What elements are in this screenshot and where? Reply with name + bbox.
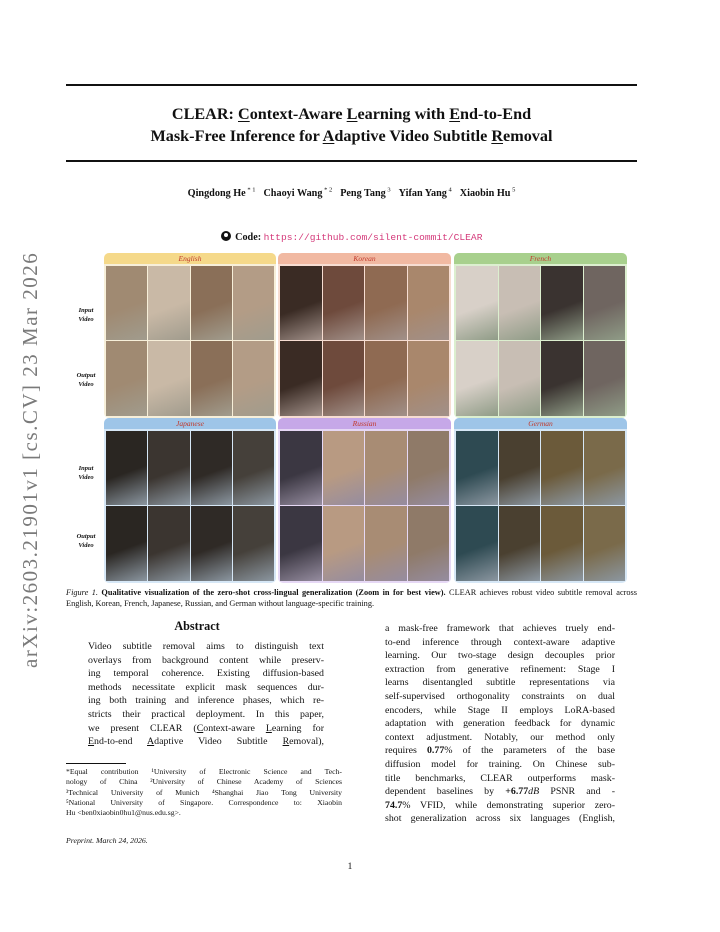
text-line: diffusion model for training. On Chinese sub- [385, 758, 615, 770]
output-frames [280, 341, 449, 416]
author [460, 188, 516, 199]
text-line: Video subtitle removal aims to distinguish text [88, 641, 324, 652]
video-frame-thumbnail [365, 266, 407, 340]
row-label-line: Output [76, 533, 96, 540]
video-frame-thumbnail [584, 506, 626, 581]
video-frame-thumbnail [233, 431, 274, 505]
output-frames [456, 506, 625, 581]
text-line: to-end inference through context-aware adaptive [385, 636, 615, 648]
video-frame-thumbnail [280, 266, 322, 340]
panel-language-banner: German [454, 418, 627, 429]
row-label-line: Video [78, 474, 94, 481]
input-frames [280, 266, 449, 340]
panel-language-banner: French [454, 253, 627, 264]
text-line: 74.7% VFID, while demonstrating superior zero- [385, 799, 615, 811]
video-frame-thumbnail [148, 431, 189, 505]
title-acronym-letter: R [491, 127, 504, 145]
output-frames [106, 506, 274, 581]
text-line: ⁵National University of Singapore. Correspondence to: Xiaobin [66, 797, 342, 807]
row-label-line: Video [78, 542, 94, 549]
footnote-rule [66, 763, 126, 764]
video-frame-thumbnail [106, 266, 147, 340]
text-line: overlays from background content while preserv- [88, 654, 324, 666]
video-frame-thumbnail [233, 266, 274, 340]
text-line: End-to-end Adaptive Video Subtitle Removal), [88, 736, 324, 748]
author-affiliation-mark: * 1 [245, 187, 256, 194]
title-text: daptive Video Subtitle [334, 127, 492, 145]
paper-title [66, 103, 637, 147]
video-frame-thumbnail [408, 506, 450, 581]
text-line: learns disentangled subtitle representations via [385, 677, 615, 689]
code-url-link[interactable]: https://github.com/silent-commit/CLEAR [263, 232, 483, 243]
output-video-row-label [66, 371, 106, 389]
text-line: encoders, while Stage II employs LoRA-based [385, 704, 615, 716]
text-line: ing temporal coherence. Existing diffusion-based [88, 668, 324, 680]
author [340, 188, 390, 199]
row-label-line: Input [78, 307, 94, 314]
github-icon [221, 231, 231, 241]
video-frame-thumbnail [584, 266, 626, 340]
title-line-1 [66, 103, 637, 125]
text-line: learning. Our two-stage design decouples prior [385, 650, 615, 662]
video-frame-thumbnail [280, 506, 322, 581]
text-line: extraction from generative refinement: Stage I [385, 663, 615, 675]
video-frame-thumbnail [541, 266, 583, 340]
video-frame-thumbnail [499, 431, 541, 505]
video-frame-thumbnail [456, 266, 498, 340]
video-frame-thumbnail [365, 341, 407, 416]
video-frame-thumbnail [499, 506, 541, 581]
caption-text: CLEAR achieves robust video subtitle removal across English, Korean, French, Japanese, Russian, and German without language-specific training. [66, 588, 637, 608]
author-affiliation-mark: 3 [385, 187, 391, 194]
video-frame-thumbnail [280, 431, 322, 505]
title-text: Mask-Free Inference for [150, 127, 323, 145]
video-frame-thumbnail [148, 341, 189, 416]
figure-panel-german [454, 418, 627, 583]
preprint-note: Preprint. March 24, 2026. [66, 836, 148, 845]
text-line: nology of China ²University of Chinese Academy of Sciences [66, 777, 342, 787]
input-frames [280, 431, 449, 505]
page-number: 1 [347, 861, 353, 872]
output-frames [456, 341, 625, 416]
author-name: Xiaobin Hu [459, 188, 511, 200]
abstract-heading: Abstract [174, 619, 220, 633]
figure-panel-russian [278, 418, 451, 583]
input-video-row-label [66, 464, 106, 482]
author-name: Yifan Yang [398, 188, 447, 200]
text-line: methods necessitate explicit mask sequences dur- [88, 681, 324, 693]
video-frame-thumbnail [323, 431, 365, 505]
video-frame-thumbnail [408, 341, 450, 416]
figure-panel-english [104, 253, 276, 418]
title-text: earning with [357, 105, 450, 123]
title-text: nd-to-End [460, 105, 532, 123]
video-frame-thumbnail [365, 431, 407, 505]
video-frame-thumbnail [106, 506, 147, 581]
caption-label: Figure 1. [66, 588, 98, 597]
author [263, 188, 332, 199]
author-affiliation-mark: 5 [510, 187, 516, 194]
top-rule [66, 84, 637, 86]
code-link-line [66, 231, 637, 243]
author-name: Chaoyi Wang [263, 188, 323, 200]
video-frame-thumbnail [499, 341, 541, 416]
author [399, 188, 452, 199]
video-frame-thumbnail [233, 506, 274, 581]
text-line: requires 0.77% of the parameters of the base [385, 745, 615, 757]
video-frame-thumbnail [584, 431, 626, 505]
video-frame-thumbnail [191, 506, 232, 581]
figure-panel-korean [278, 253, 451, 418]
caption-bold: Qualitative visualization of the zero-shot cross-lingual generalization (Zoom in for best view). [101, 588, 446, 597]
video-frame-thumbnail [584, 341, 626, 416]
text-line: title benchmarks, CLEAR outperforms mask- [385, 772, 615, 784]
video-frame-thumbnail [106, 431, 147, 505]
video-frame-thumbnail [323, 506, 365, 581]
author-affiliation-mark: * 2 [322, 187, 333, 194]
video-frame-thumbnail [499, 266, 541, 340]
video-frame-thumbnail [106, 341, 147, 416]
video-frame-thumbnail [323, 266, 365, 340]
author-list [66, 187, 637, 199]
video-frame-thumbnail [541, 341, 583, 416]
title-acronym-letter: C [238, 105, 250, 123]
output-frames [280, 506, 449, 581]
author [188, 188, 256, 199]
figure-panel-japanese [104, 418, 276, 583]
text-line: ³Technical University of Munich ⁴Shanghai Jiao Tong University [66, 787, 342, 797]
text-line: context adjustment. Notably, our method only [385, 731, 615, 743]
figure-caption [66, 587, 637, 609]
row-label-line: Output [76, 372, 96, 379]
row-label-line: Video [78, 316, 94, 323]
video-frame-thumbnail [323, 341, 365, 416]
row-label-line: Video [78, 381, 94, 388]
abstract-column-2 [385, 622, 615, 826]
title-acronym-letter: E [449, 105, 461, 123]
text-line: adaptation with generation feedback for dynamic [385, 718, 615, 730]
panel-language-banner: Japanese [104, 418, 276, 429]
title-bottom-rule [66, 160, 637, 162]
text-line: self-supervised orthogonality constraints on dual [385, 690, 615, 702]
input-frames [106, 431, 274, 505]
panel-language-banner: English [104, 253, 276, 264]
video-frame-thumbnail [148, 266, 189, 340]
video-frame-thumbnail [148, 506, 189, 581]
text-line: dependent baselines by +6.77dB PSNR and - [385, 786, 615, 798]
input-frames [106, 266, 274, 340]
video-frame-thumbnail [456, 506, 498, 581]
arxiv-stamp: arXiv:2603.21901v1 [cs.CV] 23 Mar 2026 [18, 251, 42, 668]
text-line: stricts their practical deployment. In this paper, [88, 708, 324, 720]
video-frame-thumbnail [541, 431, 583, 505]
video-frame-thumbnail [456, 431, 498, 505]
abstract-column-1 [88, 640, 324, 749]
text-line: we present CLEAR (Context-aware Learning for [88, 722, 324, 734]
video-frame-thumbnail [191, 431, 232, 505]
panel-language-banner: Korean [278, 253, 451, 264]
text-line: Hu <ben0xiaobin0hu1@nus.edu.sg>. [66, 808, 181, 818]
output-video-row-label [66, 532, 106, 550]
input-frames [456, 431, 625, 505]
author-name: Qingdong He [187, 188, 246, 200]
row-label-line: Input [78, 465, 94, 472]
input-video-row-label [66, 306, 106, 324]
video-frame-thumbnail [408, 266, 450, 340]
code-label: Code: [235, 232, 262, 243]
figure-panel-french [454, 253, 627, 418]
video-frame-thumbnail [191, 266, 232, 340]
video-frame-thumbnail [408, 431, 450, 505]
footnote [66, 767, 342, 818]
video-frame-thumbnail [280, 341, 322, 416]
video-frame-thumbnail [456, 341, 498, 416]
title-acronym-letter: L [346, 105, 358, 123]
panel-language-banner: Russian [278, 418, 451, 429]
input-frames [456, 266, 625, 340]
output-frames [106, 341, 274, 416]
title-text: ontext-Aware [249, 105, 347, 123]
title-text: CLEAR: [171, 105, 238, 123]
author-affiliation-mark: 4 [446, 187, 452, 194]
text-line: *Equal contribution ¹University of Electronic Science and Tech- [66, 767, 342, 776]
title-acronym-letter: A [322, 127, 335, 145]
video-frame-thumbnail [541, 506, 583, 581]
title-text: emoval [503, 127, 553, 145]
video-frame-thumbnail [233, 341, 274, 416]
title-line-2 [66, 125, 637, 147]
text-line: ing both training and inference phases, which re- [88, 695, 324, 707]
author-name: Peng Tang [340, 188, 386, 200]
video-frame-thumbnail [365, 506, 407, 581]
text-line: shot generalization across six languages (English, [385, 813, 615, 825]
video-frame-thumbnail [191, 341, 232, 416]
text-line: a mask-free framework that achieves truely end- [385, 623, 615, 634]
